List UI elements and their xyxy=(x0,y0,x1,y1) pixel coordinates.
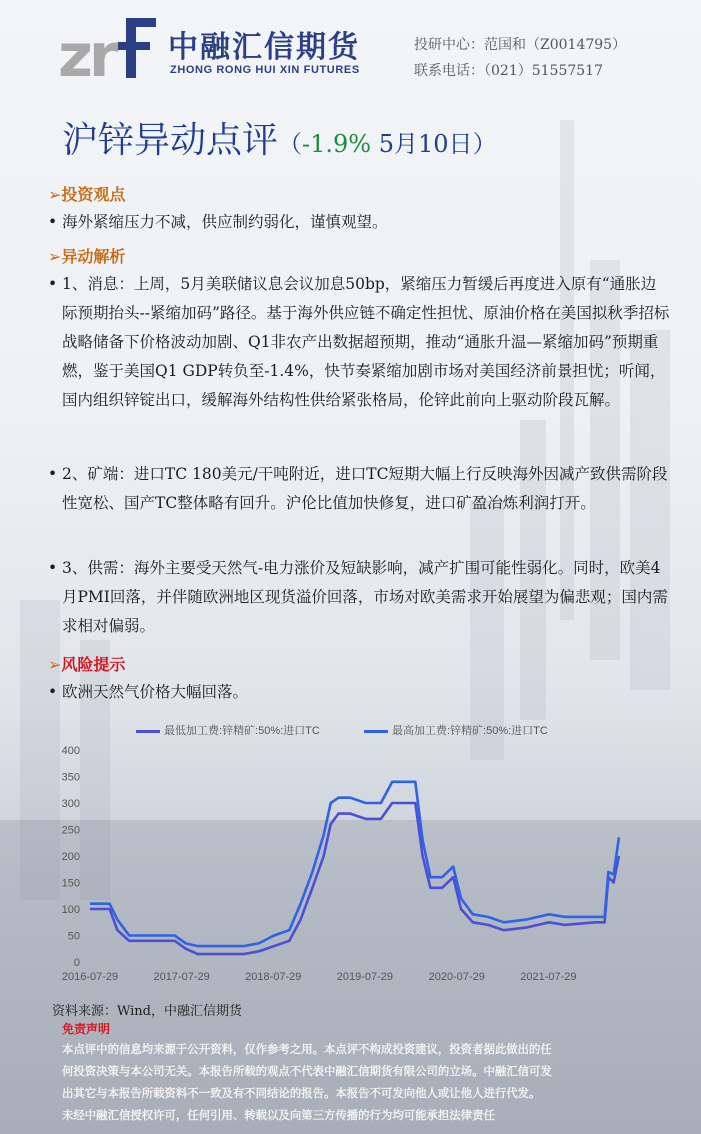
title-change: -1.9% xyxy=(302,130,372,158)
bullet-icon: • xyxy=(48,559,58,577)
analysis-item-3: • 3、供需：海外主要受天然气-电力涨价及短缺影响，减产扩围可能性弱化。同时，欧美4月PMI回落，并伴随欧洲地区现货溢价回落，市场对欧美需求开始展望为偏悲观；国内需求相对偏弱。 xyxy=(48,554,670,641)
bullet-icon: • xyxy=(48,275,58,293)
contact-phone: 联系电话：（021）51557517 xyxy=(414,63,603,79)
bullet-icon: • xyxy=(48,683,58,701)
y-tick-label: 50 xyxy=(67,930,80,943)
tc-line-chart xyxy=(40,716,680,992)
y-tick-label: 0 xyxy=(73,957,80,969)
y-tick-label: 150 xyxy=(61,877,80,890)
bullet-icon: • xyxy=(48,213,58,231)
company-name-cn: 中融汇信期货 xyxy=(168,30,360,65)
x-tick-label: 2017-07-29 xyxy=(153,971,210,983)
contact-info xyxy=(414,32,626,84)
y-tick-label: 100 xyxy=(61,904,80,916)
report-header xyxy=(0,0,701,100)
y-tick-label: 200 xyxy=(61,851,80,863)
x-tick-label: 2018-07-29 xyxy=(245,971,302,983)
arrow-icon: ➢ xyxy=(48,185,62,204)
analysis-item-2: • 2、矿端：进口TC 180美元/干吨附近，进口TC短期大幅上行反映海外因减产致供需阶段性宽松、国产TC整体略有回升。沪伦比值加快修复，进口矿盈冶炼利润打开。 xyxy=(48,460,670,518)
data-source: 资料来源：Wind，中融汇信期货 xyxy=(52,1004,242,1019)
company-name-en: ZHONG RONG HUI XIN FUTURES xyxy=(170,64,360,76)
svg-text:zr: zr xyxy=(58,21,115,82)
view-paragraph: • 海外紧缩压力不减，供应制约弱化，谨慎观望。 xyxy=(48,208,670,237)
title-commodity: 沪锌 xyxy=(62,120,135,161)
title-date: 5月10日 xyxy=(371,130,473,158)
x-tick-label: 2019-07-29 xyxy=(336,971,394,983)
disclaimer-title: 免责声明 xyxy=(62,1022,111,1036)
legend-item-max: 最高加工费:锌精矿:50%:进口TC xyxy=(364,722,548,738)
x-tick-label: 2016-07-29 xyxy=(61,971,119,983)
disclaimer-line: 出其它与本报告所载资料不一致及有不同结论的报告。本报告不可发向他人或让他人进行代发。 xyxy=(62,1086,541,1100)
disclaimer-line: 何投资决策与本公司无关。本报告所载的观点不代表中融汇信期货有限公司的立场。中融汇信可发 xyxy=(62,1064,552,1078)
disclaimer-body xyxy=(62,1038,642,1126)
y-tick-label: 400 xyxy=(61,745,80,757)
legend-item-min: 最低加工费:锌精矿:50%:进口TC xyxy=(136,722,320,738)
x-tick-label: 2021-07-29 xyxy=(520,971,577,983)
section-analysis-heading: ➢异动解析 xyxy=(48,247,126,266)
title-paren-close: ） xyxy=(472,130,497,158)
section-risk-heading: ➢风险提示 xyxy=(48,655,126,674)
company-logo-icon xyxy=(58,14,160,82)
title-paren-open: （ xyxy=(278,130,303,158)
series-line-min-tc xyxy=(90,803,619,954)
risk-paragraph: • 欧洲天然气价格大幅回落。 xyxy=(48,678,670,707)
title-topic: 异动点评 xyxy=(134,120,279,161)
x-tick-label: 2020-07-29 xyxy=(428,971,485,983)
arrow-icon: ➢ xyxy=(48,247,62,266)
series-line-max-tc xyxy=(90,782,619,946)
disclaimer-line: 本点评中的信息均来源于公开资料，仅作参考之用。本点评不构成投资建议，投资者据此做出的任 xyxy=(62,1042,552,1056)
arrow-icon: ➢ xyxy=(48,655,62,674)
y-tick-label: 250 xyxy=(61,824,80,837)
analysis-item-1: • 1、消息：上周，5月美联储议息会议加息50bp，紧缩压力暂缓后再度进入原有“通胀边际预期抬头--紧缩加码”路径。基于海外供应链不确定性担忧、原油价格在美国拟秋季招标战略储备下价格波动加剧、Q1非农产出数据超预期，推动“通胀升温—紧缩加码”预期重燃，鉴于美国Q1 GDP转负至-1.4%，快节奏紧缩加剧市场对美国经济前景担忧；听闻，国内组织锌锭出口，缓解海外结构性供给紧张格局，伦锌此前向上驱动阶段瓦解。 xyxy=(48,270,670,415)
y-tick-label: 300 xyxy=(61,798,80,810)
y-tick-label: 350 xyxy=(61,771,80,784)
bullet-icon: • xyxy=(48,465,58,483)
section-view-heading: ➢投资观点 xyxy=(48,185,126,204)
disclaimer-line: 未经中融汇信授权许可，任何引用、转载以及向第三方传播的行为均可能承担法律责任 xyxy=(62,1108,495,1122)
contact-researcher: 投研中心：范国和（Z0014795） xyxy=(414,37,627,53)
report-title xyxy=(62,112,497,163)
